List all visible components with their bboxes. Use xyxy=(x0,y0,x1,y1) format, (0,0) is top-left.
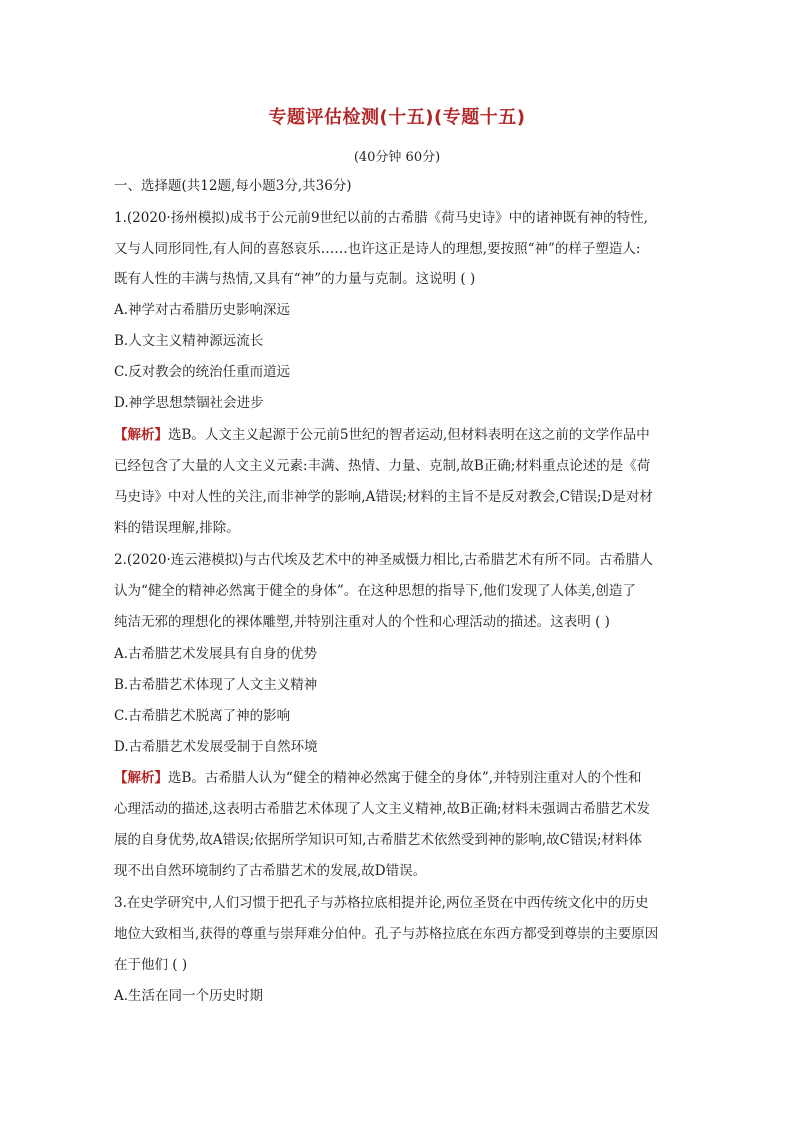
q2-option-b: B.古希腊艺术体现了人文主义精神 xyxy=(114,677,318,693)
q1-analysis-line-3: 马史诗》中对人性的关注,而非神学的影响,A错误;材料的主旨不是反对教会,C错误;D是对材 xyxy=(114,489,653,505)
page-title: 专题评估检测(十五)(专题十五) xyxy=(268,107,526,128)
q2-stem-line-1: 2.(2020·连云港模拟)与古代埃及艺术中的神圣威慑力相比,古希腊艺术有所不同。古希腊人 xyxy=(114,552,653,568)
q2-analysis-text-1: 选B。古希腊人认为“健全的精神必然寓于健全的身体”,并特别注重对人的个性和 xyxy=(168,770,642,786)
q1-analysis-line-4: 料的错误理解,排除。 xyxy=(114,520,240,536)
q2-stem-line-2: 认为“健全的精神必然寓于健全的身体”。在这种思想的指导下,他们发现了人体美,创造了 xyxy=(114,583,636,599)
q2-analysis-line-3: 展的自身优势,故A错误;依据所学知识可知,古希腊艺术依然受到神的影响,故C错误;材料体 xyxy=(114,832,643,848)
q2-analysis-line-4: 现不出自然环境制约了古希腊艺术的发展,故D错误。 xyxy=(114,863,427,879)
q2-option-c: C.古希腊艺术脱离了神的影响 xyxy=(114,708,291,724)
q2-option-d: D.古希腊艺术发展受制于自然环境 xyxy=(114,739,318,755)
q2-option-a: A.古希腊艺术发展具有自身的优势 xyxy=(114,646,318,662)
q2-analysis-line-2: 心理活动的描述,这表明古希腊艺术体现了人文主义精神,故B正确;材料未强调古希腊艺术发 xyxy=(114,801,651,817)
q1-option-a: A.神学对古希腊历史影响深远 xyxy=(114,302,291,318)
q1-analysis-line-2: 已经包含了大量的人文主义元素:丰满、热情、力量、克制,故B正确;材料重点论述的是《荷 xyxy=(114,458,651,474)
q1-stem-line-2: 又与人同形同性,有人间的喜怒哀乐……也许这正是诗人的理想,要按照“神”的样子塑造人: xyxy=(114,241,641,257)
page-subtitle: (40分钟 60分) xyxy=(353,150,441,165)
q1-option-b: B.人文主义精神源远流长 xyxy=(114,333,264,349)
q3-stem-line-3: 在于他们 ( ) xyxy=(114,957,188,973)
q1-option-c: C.反对教会的统治任重而道远 xyxy=(114,364,291,380)
q1-analysis-text-1: 选B。人文主义起源于公元前5世纪的智者运动,但材料表明在这之前的文学作品中 xyxy=(168,427,650,443)
q1-stem-line-1: 1.(2020·扬州模拟)成书于公元前9世纪以前的古希腊《荷马史诗》中的诸神既有神的特性, xyxy=(114,210,648,226)
q1-option-d: D.神学思想禁锢社会进步 xyxy=(114,395,264,411)
q3-stem-line-1: 3.在史学研究中,人们习惯于把孔子与苏格拉底相提并论,两位圣贤在中西传统文化中的历史 xyxy=(114,895,649,911)
section-heading: 一、选择题(共12题,每小题3分,共36分) xyxy=(114,178,352,194)
q2-analysis-label: 【解析】 xyxy=(114,770,168,786)
q2-stem-line-3: 纯洁无邪的理想化的裸体雕塑,并特别注重对人的个性和心理活动的描述。这表明 ( ) xyxy=(114,614,610,630)
q3-option-a: A.生活在同一个历史时期 xyxy=(114,988,264,1004)
q2-analysis-line-1 xyxy=(114,768,684,788)
q1-stem-line-3: 既有人性的丰满与热情,又具有“神”的力量与克制。这说明 ( ) xyxy=(114,271,476,287)
q3-stem-line-2: 地位大致相当,获得的尊重与崇拜难分伯仲。孔子与苏格拉底在东西方都受到尊崇的主要原因 xyxy=(114,926,659,942)
q1-analysis-line-1 xyxy=(114,425,684,445)
q1-analysis-label: 【解析】 xyxy=(114,427,168,443)
